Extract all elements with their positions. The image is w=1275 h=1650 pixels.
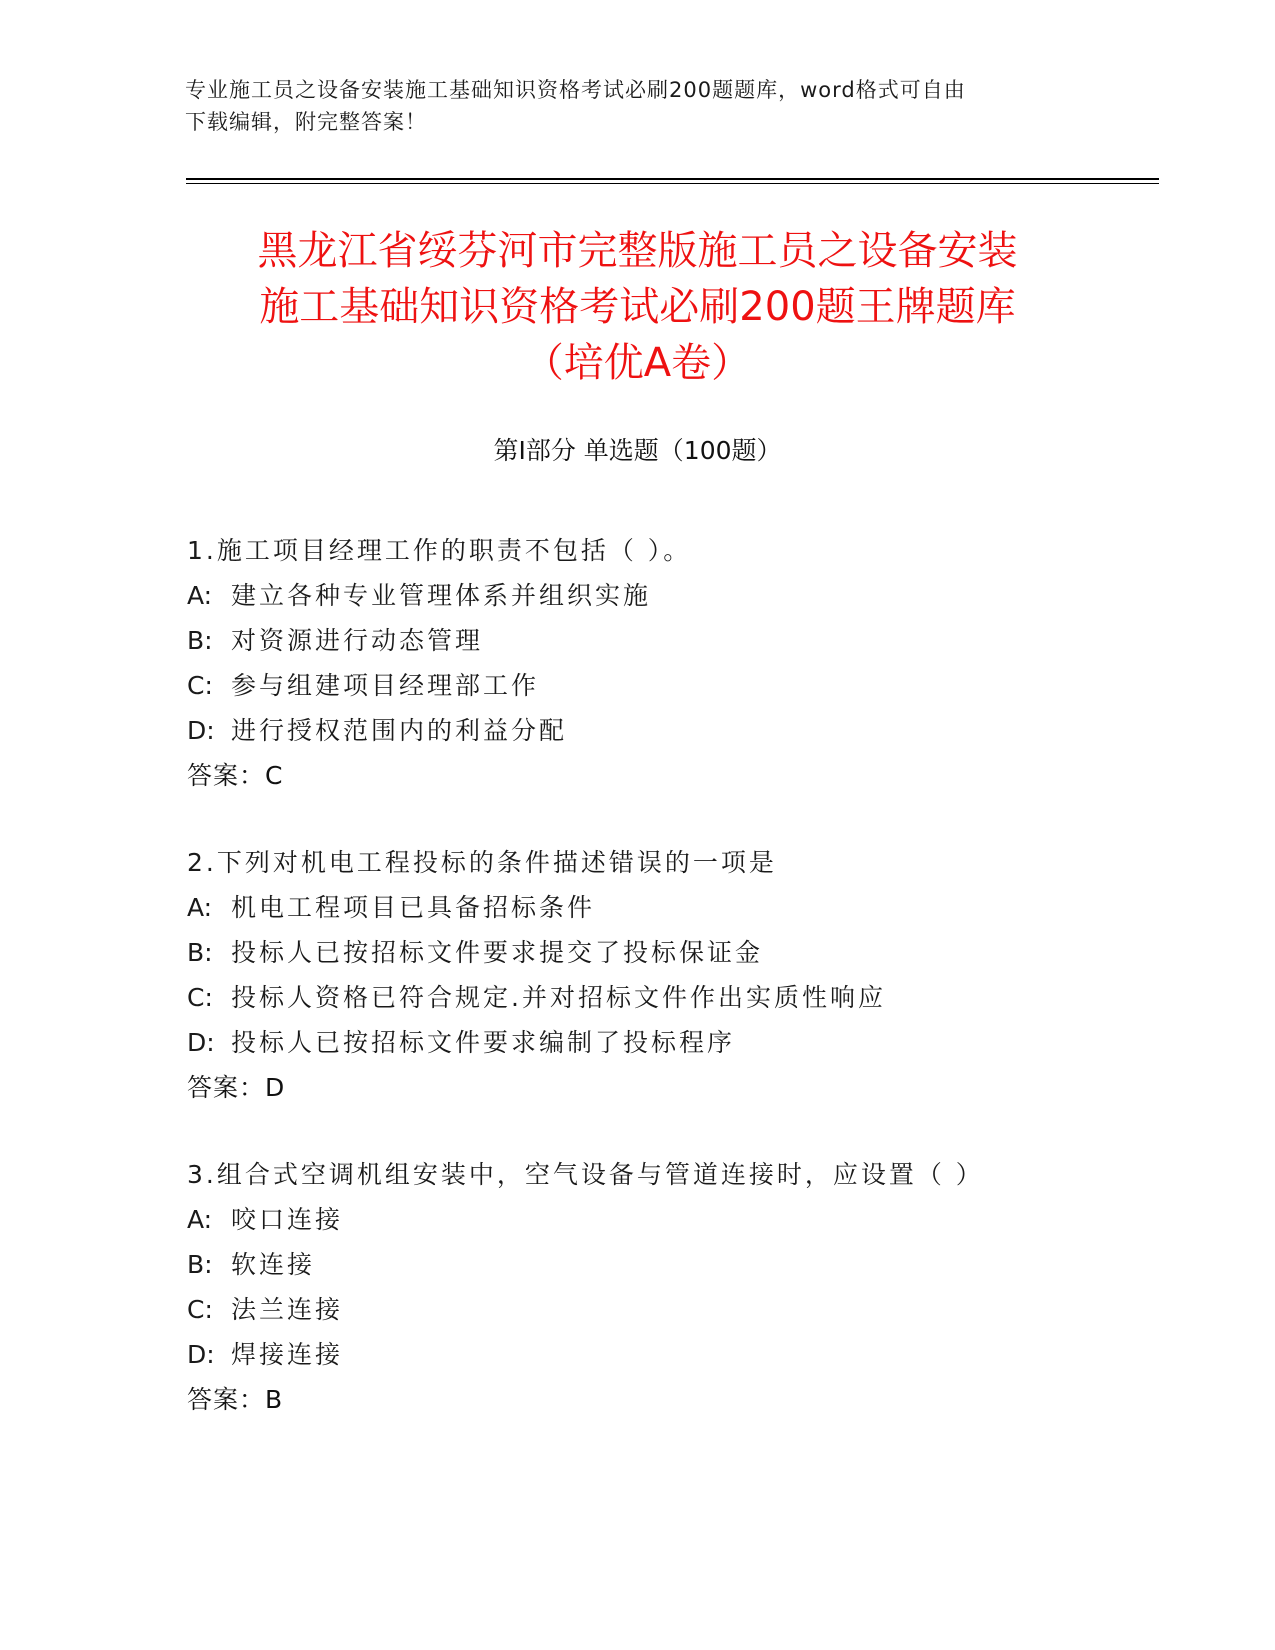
option-d (187, 1020, 1147, 1065)
header-note (185, 74, 1085, 138)
option-a (187, 885, 1147, 930)
option-d (187, 708, 1147, 753)
option-text: 对资源进行动态管理 (231, 626, 484, 655)
option-text: 投标人已按招标文件要求提交了投标保证金 (231, 938, 764, 967)
option-text: 软连接 (231, 1250, 316, 1279)
option-c (187, 975, 1147, 1020)
option-c (187, 1287, 1147, 1332)
document-title-line-2: 施工基础知识资格考试必刷200题王牌题库 (259, 284, 1016, 330)
option-text: 参与组建项目经理部工作 (231, 671, 540, 700)
section-heading: 第I部分 单选题（100题） (493, 436, 782, 465)
option-key: C: (187, 983, 213, 1012)
question-stem: 3.组合式空调机组安装中，空气设备与管道连接时，应设置（ ） (187, 1160, 984, 1189)
option-b (187, 930, 1147, 975)
answer: 答案：C (187, 761, 284, 790)
option-b (187, 618, 1147, 663)
option-key: B: (187, 1250, 213, 1279)
option-d (187, 1332, 1147, 1377)
option-key: A: (187, 893, 213, 922)
option-key: C: (187, 1295, 213, 1324)
question-list (187, 528, 1147, 1464)
option-text: 投标人已按招标文件要求编制了投标程序 (231, 1028, 736, 1057)
option-text: 咬口连接 (231, 1205, 344, 1234)
option-key: D: (187, 1340, 215, 1369)
option-key: D: (187, 1028, 215, 1057)
question-1 (187, 528, 1147, 798)
option-key: A: (187, 581, 213, 610)
option-text: 投标人资格已符合规定.并对招标文件作出实质性响应 (231, 983, 886, 1012)
option-a (187, 573, 1147, 618)
document-title-line-1: 黑龙江省绥芬河市完整版施工员之设备安装 (257, 228, 1018, 274)
header-divider-thick (186, 178, 1159, 180)
question-2 (187, 840, 1147, 1110)
option-text: 焊接连接 (231, 1340, 344, 1369)
document-title (120, 223, 1155, 391)
option-b (187, 1242, 1147, 1287)
question-stem: 2.下列对机电工程投标的条件描述错误的一项是 (187, 848, 777, 877)
answer: 答案：B (187, 1385, 284, 1414)
option-key: B: (187, 938, 213, 967)
option-key: B: (187, 626, 213, 655)
option-c (187, 663, 1147, 708)
option-key: A: (187, 1205, 213, 1234)
option-text: 进行授权范围内的利益分配 (231, 716, 568, 745)
option-key: D: (187, 716, 215, 745)
header-divider-thin (186, 183, 1159, 184)
option-a (187, 1197, 1147, 1242)
option-key: C: (187, 671, 213, 700)
document-title-line-3: （培优A卷） (523, 340, 752, 386)
answer: 答案：D (187, 1073, 286, 1102)
question-stem: 1.施工项目经理工作的职责不包括（ ）。 (187, 536, 692, 565)
question-3 (187, 1152, 1147, 1422)
option-text: 法兰连接 (231, 1295, 344, 1324)
option-text: 建立各种专业管理体系并组织实施 (231, 581, 652, 610)
header-note-line-1: 专业施工员之设备安装施工基础知识资格考试必刷200题题库，word格式可自由 (185, 78, 966, 102)
option-text: 机电工程项目已具备招标条件 (231, 893, 596, 922)
header-note-line-2: 下载编辑，附完整答案！ (185, 110, 427, 134)
